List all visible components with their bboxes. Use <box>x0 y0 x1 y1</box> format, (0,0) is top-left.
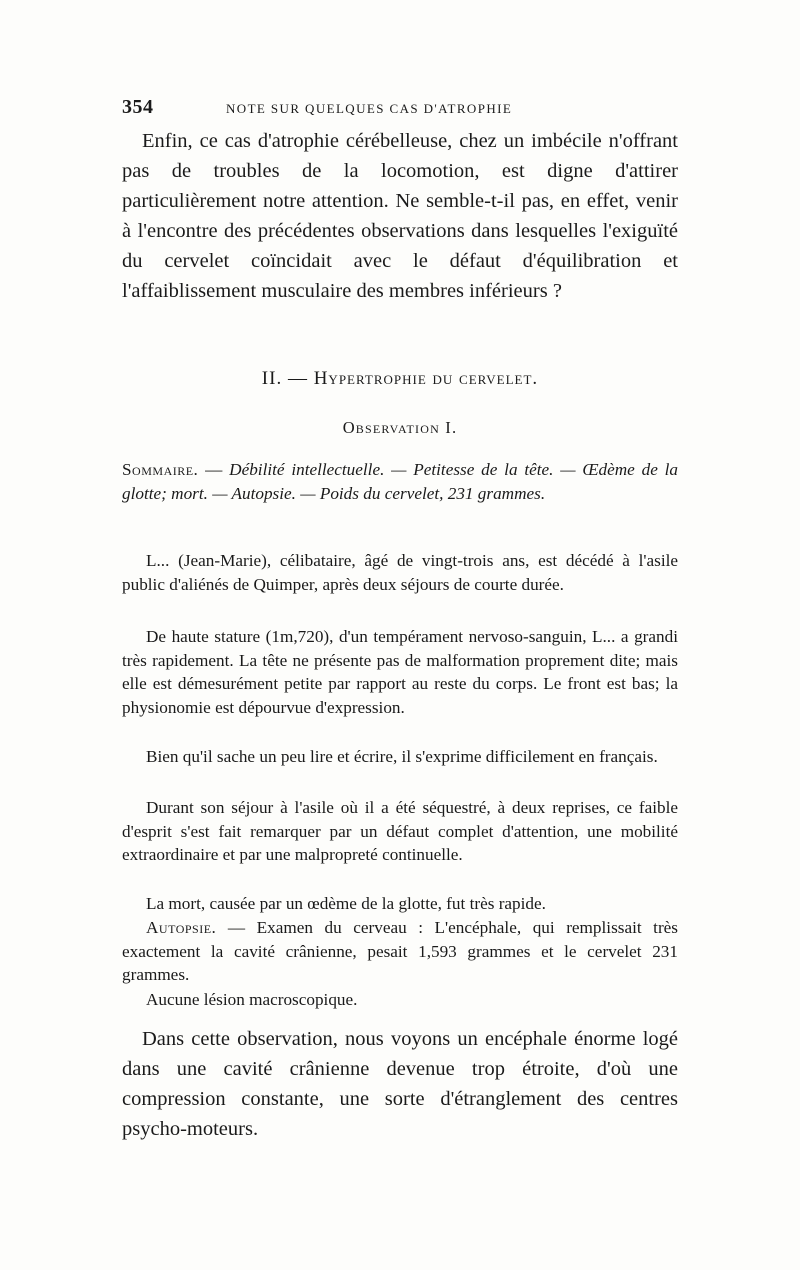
section-title: Hypertrophie du cervelet. <box>313 368 539 389</box>
intro-paragraph: Enfin, ce cas d'atrophie cérébelleuse, chez un imbécile n'offrant pas de troubles de la locomotion, est digne d'attirer particulièrement notre attention. Ne semble-t-il pas, en effet, venir à l'encontre des précédentes observations dans lesquelles l'exiguïté du cervelet coïncidait avec le défaut d'équilibration et l'affaiblissement musculaire des membres inférieurs ? <box>122 130 678 302</box>
running-title: NOTE SUR QUELQUES CAS D'ATROPHIE <box>226 101 513 116</box>
lesion-note: Aucune lésion macroscopique. <box>146 990 358 1009</box>
summary <box>122 458 678 506</box>
observation-heading: Observation I. <box>342 418 458 437</box>
summary-separator: — <box>198 460 230 479</box>
section-number: II. — <box>261 368 314 389</box>
autopsy-label: Autopsie. <box>146 918 217 937</box>
page-number: 354 <box>122 96 154 118</box>
page-header <box>122 96 682 120</box>
section-heading <box>0 368 800 390</box>
case-paragraph-behaviour: Durant son séjour à l'asile où il a été séquestré, à deux reprises, ce faible d'esprit s'est fait remarquer par un défaut complet d'attention, une mobilité extraordinaire et par une malpropreté continuelle. <box>122 798 678 865</box>
case-paragraph-identity: L... (Jean-Marie), célibataire, âgé de vingt-trois ans, est décédé à l'asile public d'aliénés de Quimper, après deux séjours de courte durée. <box>122 551 678 594</box>
case-paragraph-death: La mort, causée par un œdème de la glotte, fut très rapide. <box>146 894 546 913</box>
summary-content: Débilité intellectuelle. — Petitesse de la tête. — Œdème de la glotte; mort. — Autopsie. — Poids du cervelet, 231 grammes. <box>122 460 678 503</box>
closing-paragraph: Dans cette observation, nous voyons un encéphale énorme logé dans une cavité crânienne devenue trop étroite, d'où une compression constante, une sorte d'étranglement des centres psycho-moteurs. <box>122 1028 678 1140</box>
summary-label: Sommaire. <box>122 460 199 479</box>
autopsy-paragraph <box>122 916 678 987</box>
autopsy-text: — Examen du cerveau : L'encéphale, qui remplissait très exactement la cavité crânienne, pesait 1,593 grammes et le cervelet 231 grammes. <box>122 918 678 985</box>
case-paragraph-stature: De haute stature (1m,720), d'un tempérament nervoso-sanguin, L... a grandi très rapidement. La tête ne présente pas de malformation proprement dite; mais elle est démesurément petite par rapport au reste du corps. Le front est bas; la physionomie est dépourvue d'expression. <box>122 627 678 717</box>
case-paragraph-language: Bien qu'il sache un peu lire et écrire, il s'exprime difficilement en français. <box>146 747 658 766</box>
